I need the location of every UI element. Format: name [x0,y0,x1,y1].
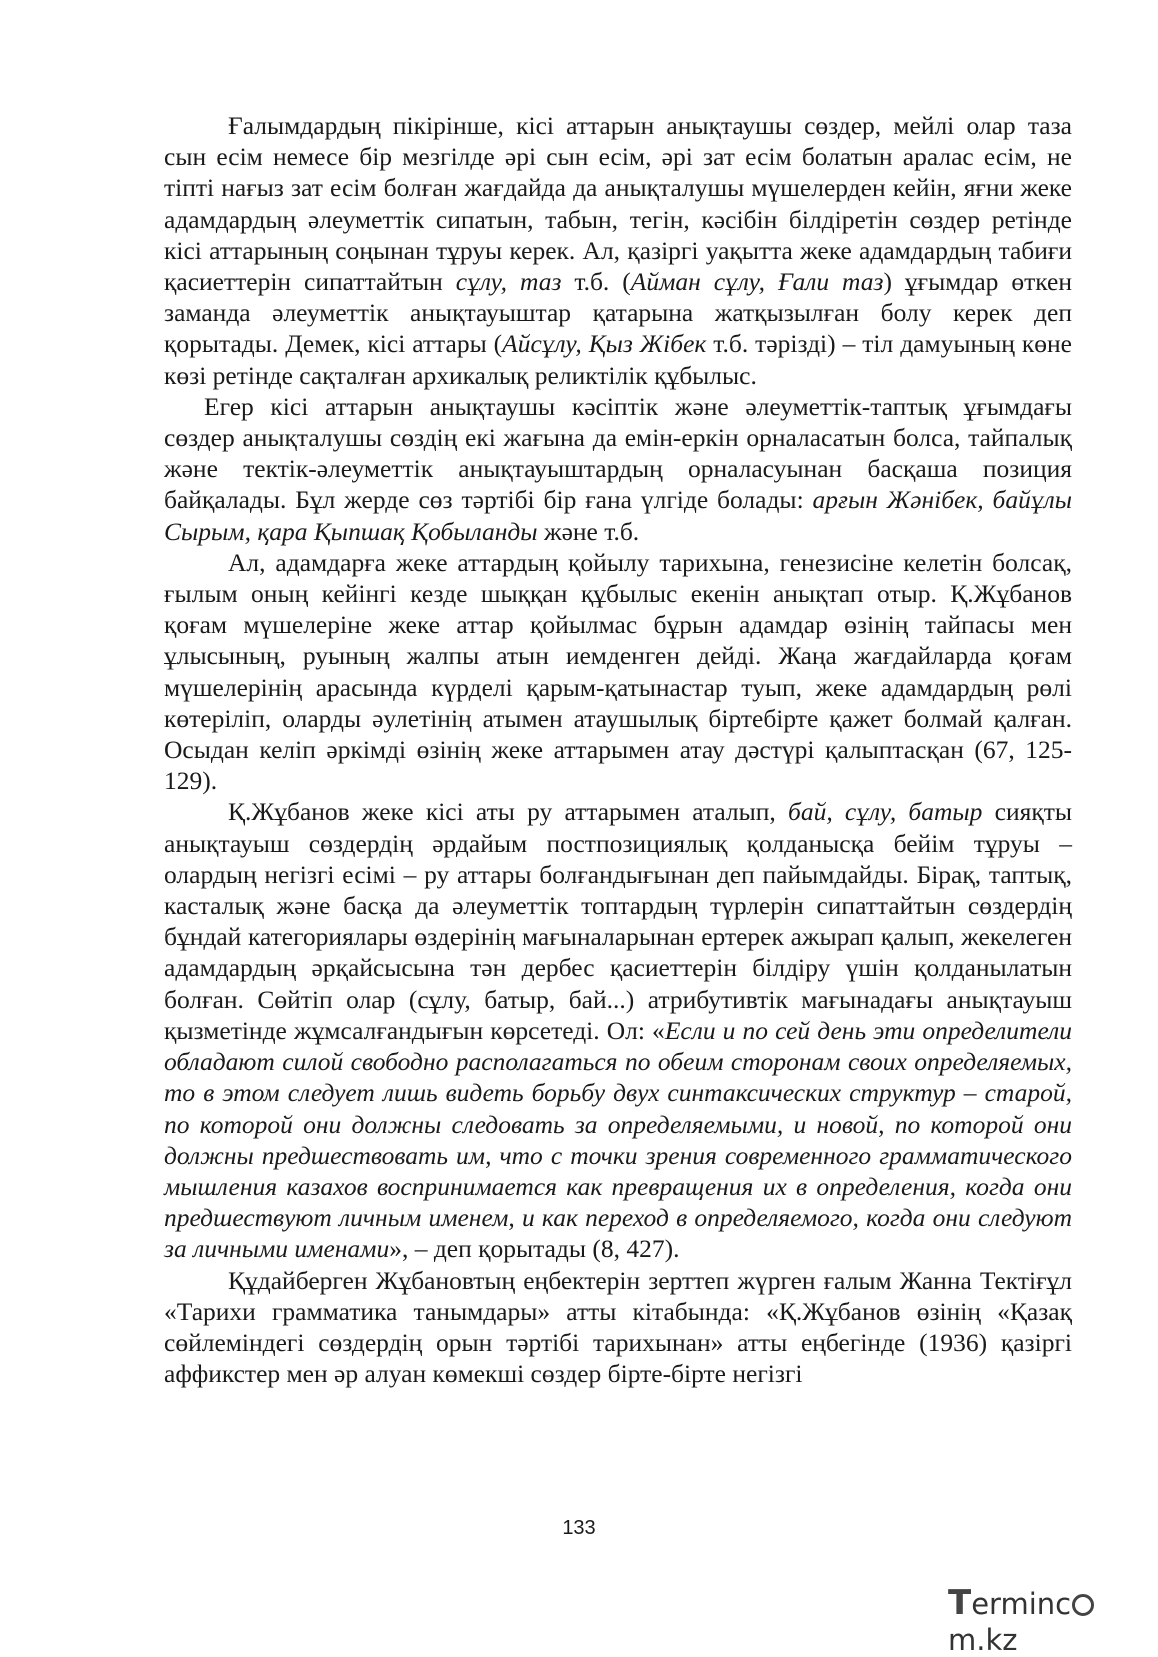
paragraph-2 [164,391,1072,547]
watermark-logo [948,1583,1148,1657]
italic-run: бай, сұлу, батыр [788,797,983,827]
italic-run: арғын Жәнібек, байұлы Сырым, қара Қыпшақ Қобыланды [164,485,1072,546]
italic-run: Айсұлу, Қыз Жібек [502,329,707,359]
text-run: », – деп қорытады (8, 427). [389,1234,680,1264]
text-run: Ал, адамдарға жеке аттардың қойылу тарихына, генезисіне келетін болсақ, ғылым оның кейінгі кезде шыққан құбылыс екенін анықтап отыр. Қ.Жұбанов қоғам мүшелеріне жеке аттар қойылмас бұрын адамдар өзінің тайпасы мен ұлысының, руының жалпы атын иемденген дейді. Жаңа жағдайларда қоғам мүшелерінің арасында күрделі қарым-қатынастар туып, жеке адамдардың рөлі көтеріліп, оларды әулетінің атымен атаушылық біртебірте қажет болмай қалған. Осыдан келіп әркімді өзінің жеке аттарымен атау дәстүрі қалыптасқан (67, 125-129). [164,547,1072,796]
text-run: және т.б. [537,516,640,546]
paragraph-5 [164,1265,1072,1390]
text-run: Ғалымдардың пікірінше, кісі аттарын анықтаушы сөздер, мейлі олар таза сын есім немесе бір мезгілде әрі сын есім, әрі зат есім болатын аралас есім, не тіпті нағыз зат есім болған жағдайда да анықталушы мүшелерден кейін, яғни жеке адамдардың әлеуметтік сипатын, табын, тегін, кәсібін білдіретін сөздер ретінде кісі аттарының соңынан тұруы керек. Ал, қазіргі уақытта жеке адамдардың табиғи қасиеттерін сипаттайтын [164,111,1072,297]
body-text [164,110,1072,1389]
text-run: Құдайберген Жұбановтың еңбектерін зерттеп жүрген ғалым Жанна Тектіғұл «Тарихи грамматика танымдары» атты кітабында: «Қ.Жұбанов өзінің «Қазақ сөйлеміндегі сөздердің орын тәртібі тарихынан» атты еңбегінде (1936) қазіргі аффикстер мен әр алуан көмекші сөздер бірте-бірте негізгі [164,1265,1072,1389]
paragraph-1 [164,110,1072,391]
italic-run: Айман сұлу, Ғали таз [630,267,884,297]
watermark-letter: T [948,1583,972,1623]
text-run: Егер кісі аттарын анықтаушы кәсіптік және әлеуметтік-таптық ұғымдағы сөздер анықталушы сөздің екі жағына да емін-еркін орналасатын болса, тайпалық және тектік-әлеуметтік анықтауыштардың орналасуынан басқаша позиция байқалады. Бұл жерде сөз тәртібі бір ғана үлгіде болады: [164,391,1072,515]
paragraph-4 [164,796,1072,1264]
watermark-text: m.kz [948,1623,1018,1657]
text-run: ) ұғымдар өткен заманда әлеуметтік анықтауыштар қатарына жатқызылған болу керек деп қорытады. Демек, кісі аттары ( [164,267,1073,359]
page-number: 133 [562,1517,596,1539]
paragraph-3 [164,547,1072,797]
text-run: т.б. тәрізді) – тіл дамуының көне көзі ретінде сақталған архикалық реликтілік құбылыс. [164,329,1072,390]
text-run: т.б. ( [561,267,631,297]
text-run: Қ.Жұбанов жеке кісі аты ру аттарымен аталып, [228,797,788,827]
text-run: сияқты анықтауыш сөздердің әрдайым постпозициялық қолданысқа бейім тұруы – олардың негізгі есімі – ру аттары болғандығынан деп пайымдайды. Бірақ, таптық, касталық және басқа да әлеуметтік топтардың түрлерін сипаттайтын сөздердің бұндай категориялары өздерінің мағыналарынан ертерек ажырап қалып, жекелеген адамдардың әрқайсысына тән дербес қасиеттерін білдіру үшін қолданылатын болған. Сөйтіп олар (сұлу, батыр, бай...) атрибутивтік мағынадағы анықтауыш қызметінде жұмсалғандығын көрсетеді. Ол: « [164,797,1073,1045]
watermark-text: erminc [971,1587,1072,1621]
italic-quote: Если и по сей день эти определители обладают силой свободно располагаться по обеим сторонам своих определяемых, то в этом следует лишь видеть борьбу двух синтаксических структур – старой, по которой они должны следовать за определяемыми, и новой, по которой они должны предшествовать им, что с точки зрения современного грамматического мышления казахов воспринимается как превращения их в определения, когда они предшествуют личным именем, и как переход в определяемого, когда они следуют за личными именами [164,1015,1072,1264]
italic-run: сұлу, таз [455,267,562,297]
globe-icon [1072,1594,1094,1616]
